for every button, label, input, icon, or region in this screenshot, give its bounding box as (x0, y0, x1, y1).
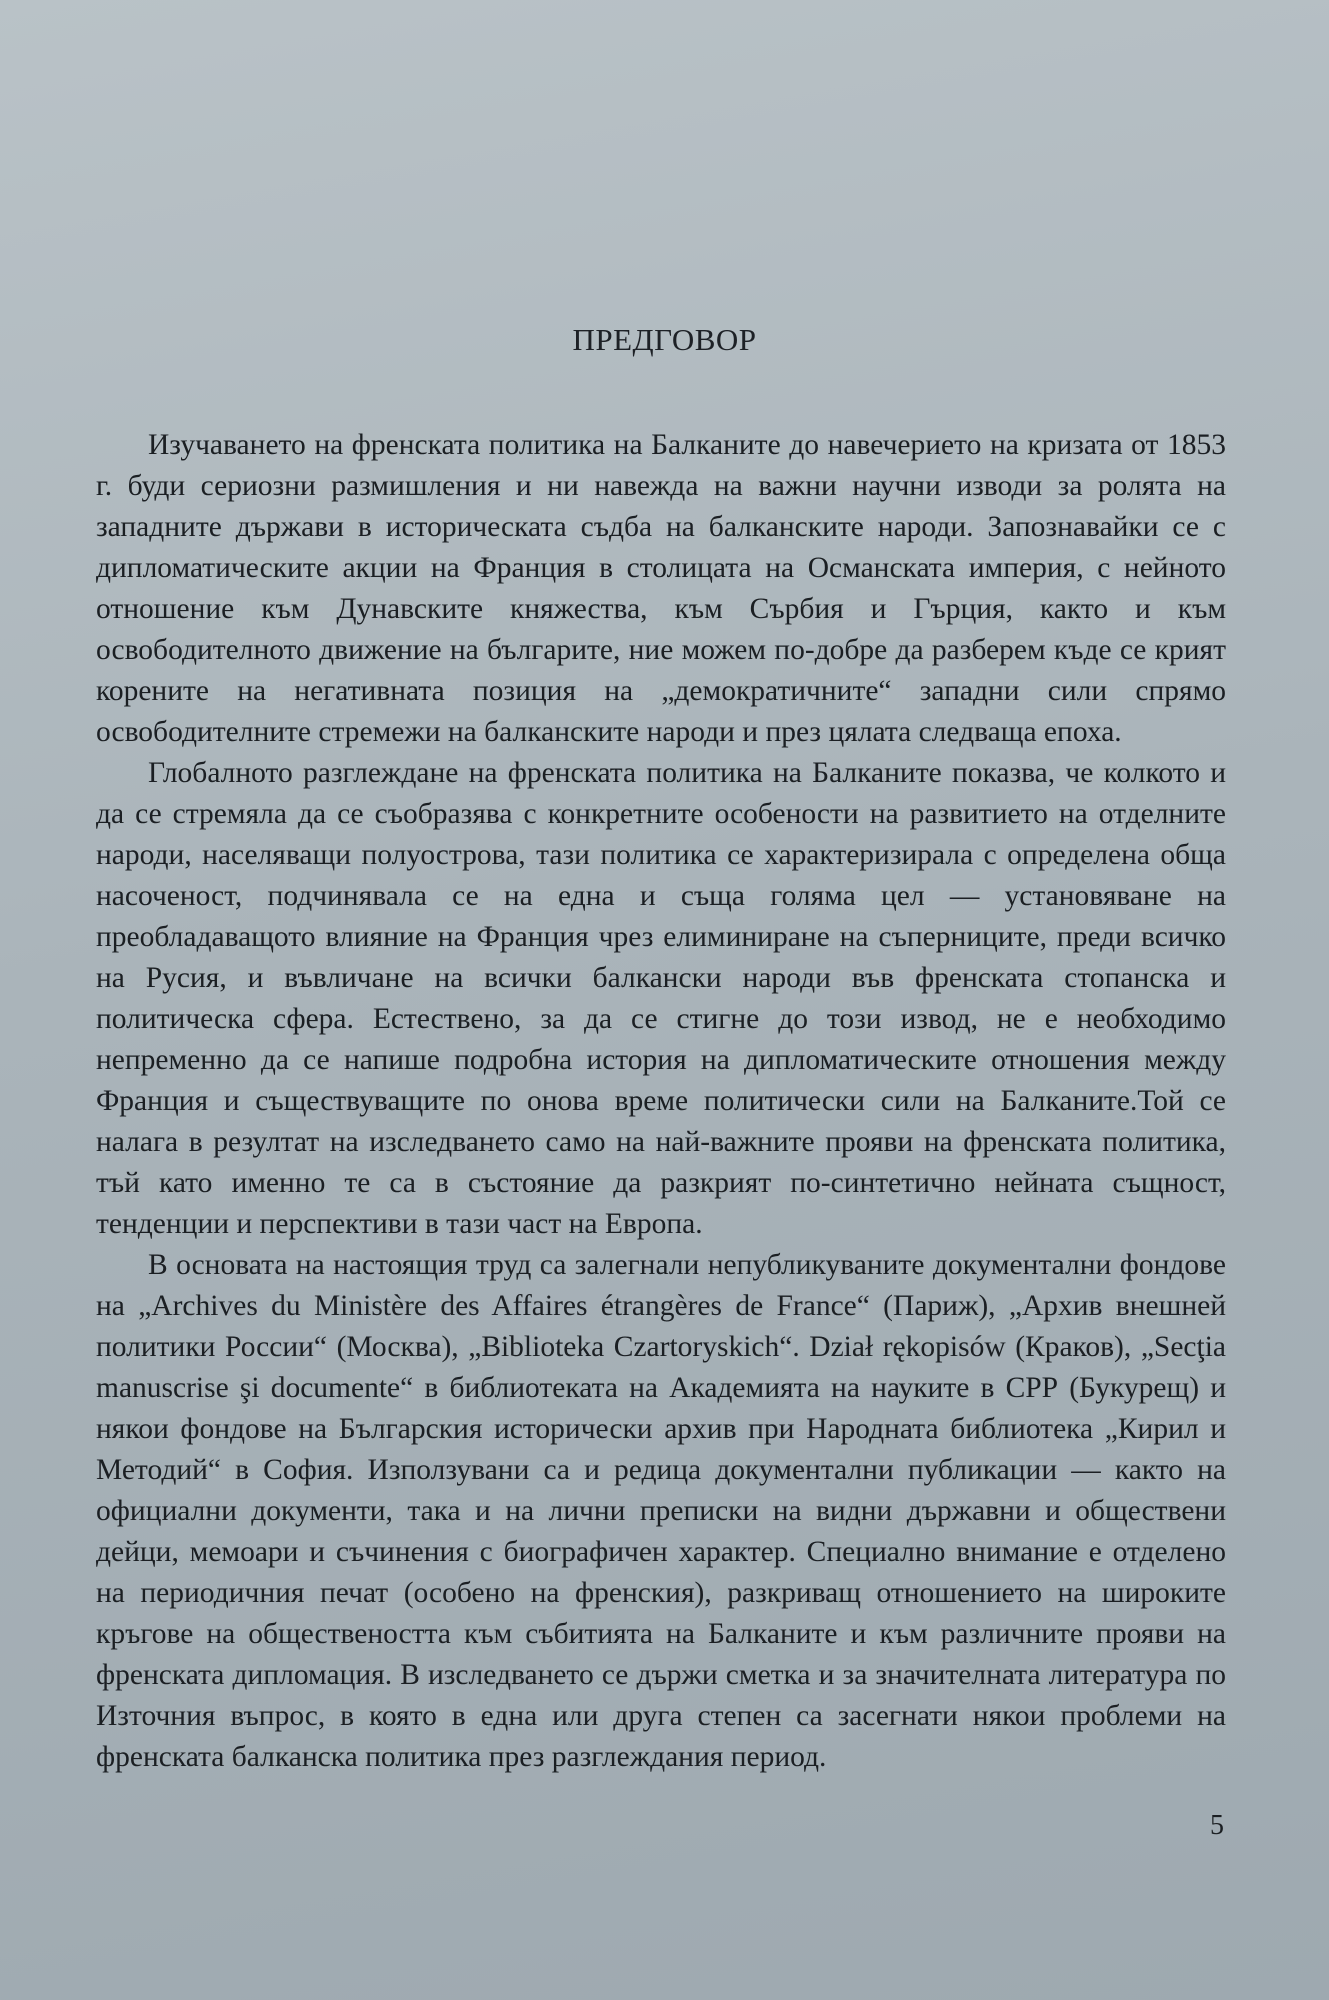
paragraph-2: Глобалното разглеждане на френската политика на Балканите показва, че колкото и да се стремяла да се съобразява с конкретните особености на развитието на отделните народи, населяващи полуострова, тази политика се характеризирала с определена обща насоченост, подчинявала се на една и съща голяма цел — установяване на преобладаващото влияние на Франция чрез елиминиране на съперниците, преди всичко на Русия, и въвличане на всички балкански народи във френската стопанска и политическа сфера. Естествено, за да се стигне до този извод, не е необходимо непременно да се напише подробна история на дипломатическите отношения между Франция и съществуващите по онова време политически сили на Балканите.Той се налага в резултат на изследването само на най-важните прояви на френската политика, тъй като именно те са в състояние да разкрият по-синтетично нейната същност, тенденции и перспективи в тази част на Европа. (96, 757, 1226, 1240)
paragraph-3: В основата на настоящия труд са залегнали непубликуваните документални фондове на „Archives du Ministère des Affaires étrangères de France“ (Париж), „Архив внешней политики России“ (Москва), „Biblioteka Czartoryskich“. Dział rękopisów (Краков), „Secţia manuscrise şi documente“ в библиотеката на Академията на науките в СРР (Букурещ) и някои фондове на Българския исторически архив при Народната библиотека „Кирил и Методий“ в София. Използувани са и редица документални публикации — както на официални документи, така и на лични преписки на видни държавни и обществени дейци, мемоари и съчинения с биографичен характер. Специално внимание е отделено на периодичния печат (особено на френския), разкриващ отношението на широките кръгове на обществеността към събитията на Балканите и към различните прояви на френската дипломация. В изследването се държи сметка и за значителната литература по Източния въпрос, в която в една или друга степен са засегнати някои проблеми на френската балканска политика през разглеждания период. (96, 1249, 1226, 1773)
body-text (96, 425, 1226, 1778)
reverse-side-bleed-through (60, 40, 1240, 80)
page-number: 5 (1210, 1810, 1224, 1841)
page-title: ПРЕДГОВОР (572, 322, 757, 357)
paragraph-1: Изучаването на френската политика на Балканите до навечерието на кризата от 1853 г. буди сериозни размишления и ни навежда на важни научни изводи за ролята на западните държави в историческата съдба на балканските народи. Запознавайки се с дипломатическите акции на Франция в столицата на Османската империя, с нейното отношение към Дунавските княжества, към Сърбия и Гърция, както и към освободителното движение на българите, ние можем по-добре да разберем къде се крият корените на негативната позиция на „демократичните“ западни сили спрямо освободителните стремежи на балканските народи и през цялата следваща епоха. (96, 429, 1226, 748)
